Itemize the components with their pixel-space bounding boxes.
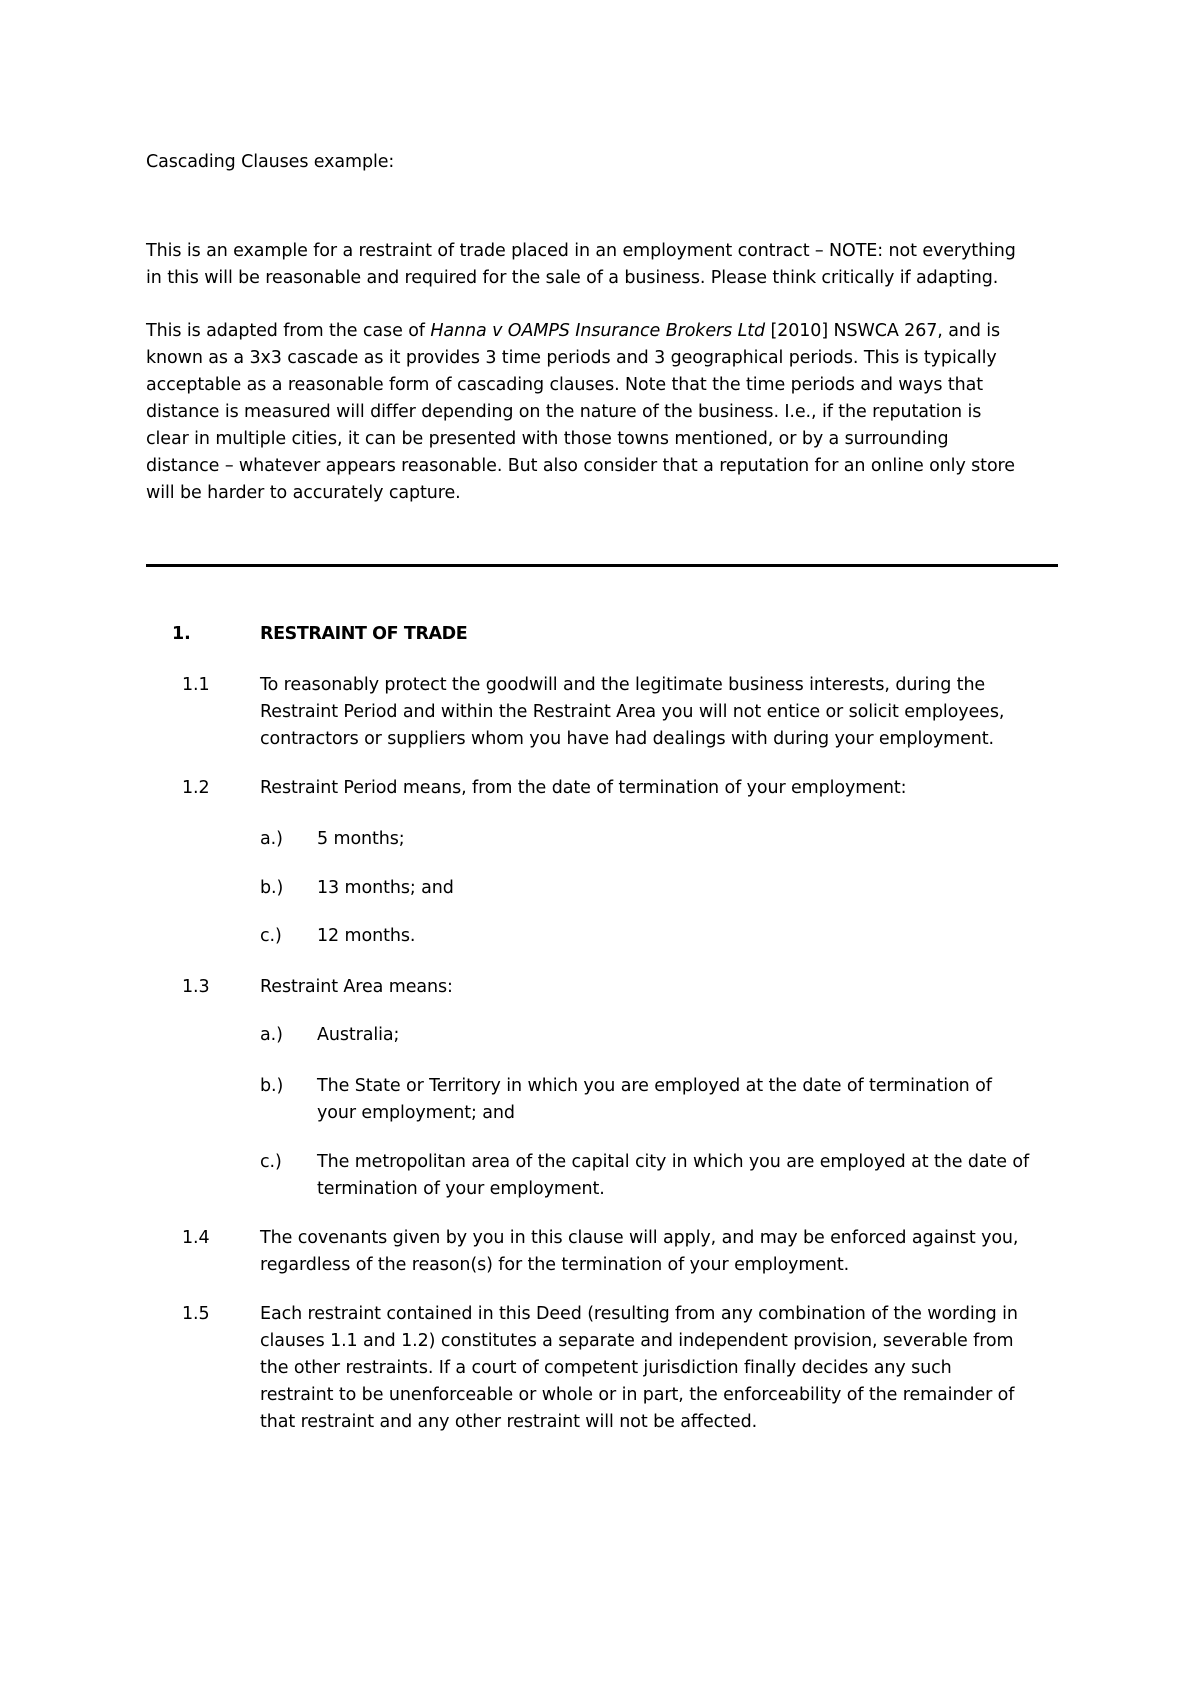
clause-1-3-text: Restraint Area means: xyxy=(260,977,453,997)
clause-1-5-line-4: restraint to be unenforceable or whole or in part, the enforceability of the remainder of xyxy=(260,1385,1015,1405)
clause-1-2-item-c-text: 12 months. xyxy=(317,926,416,946)
clause-1-2-item-b-letter: b.) xyxy=(260,878,284,898)
clause-1-4-line-2: regardless of the reason(s) for the termination of your employment. xyxy=(260,1255,850,1275)
intro-p2-line-3: acceptable as a reasonable form of cascading clauses. Note that the time periods and ways that xyxy=(146,375,984,395)
clause-1-5-line-2: clauses 1.1 and 1.2) constitutes a separate and independent provision, severable from xyxy=(260,1331,1014,1351)
clause-1-4-line-1: The covenants given by you in this clause will apply, and may be enforced against you, xyxy=(260,1228,1019,1248)
clause-1-3-item-c-line-1: The metropolitan area of the capital city in which you are employed at the date of xyxy=(317,1152,1030,1172)
clause-1-3-item-b-letter: b.) xyxy=(260,1076,284,1096)
clause-1-3-item-a-letter: a.) xyxy=(260,1025,283,1045)
intro-p2-line-4: distance is measured will differ depending on the nature of the business. I.e., if the reputation is xyxy=(146,402,982,422)
intro-p2-line-1-after: [2010] NSWCA 267, and is xyxy=(765,321,1001,341)
horizontal-divider xyxy=(146,564,1058,567)
section-number: 1. xyxy=(172,624,191,644)
clause-1-2-text: Restraint Period means, from the date of termination of your employment: xyxy=(260,778,907,798)
clause-1-3-item-c-line-2: termination of your employment. xyxy=(317,1179,605,1199)
clause-1-1-number: 1.1 xyxy=(182,675,210,695)
clause-1-3-item-a-text: Australia; xyxy=(317,1025,400,1045)
clause-1-1-text xyxy=(260,672,1070,753)
case-name: Hanna v OAMPS Insurance Brokers Ltd xyxy=(430,321,765,341)
clause-1-2-item-b-text: 13 months; and xyxy=(317,878,454,898)
clause-1-2-item-a-text: 5 months; xyxy=(317,829,405,849)
intro-p2-line-7: will be harder to accurately capture. xyxy=(146,483,461,503)
clause-1-5-number: 1.5 xyxy=(182,1304,210,1324)
clause-1-5-line-3: the other restraints. If a court of competent jurisdiction finally decides any such xyxy=(260,1358,952,1378)
clause-1-2-number: 1.2 xyxy=(182,778,210,798)
clause-1-3-item-c-text xyxy=(317,1149,1069,1203)
intro-paragraph-2 xyxy=(146,318,1076,507)
intro-p2-line-5: clear in multiple cities, it can be presented with those towns mentioned, or by a surrounding xyxy=(146,429,949,449)
clause-1-1-line-3: contractors or suppliers whom you have had dealings with during your employment. xyxy=(260,729,994,749)
intro-p2-line-6: distance – whatever appears reasonable. But also consider that a reputation for an online only store xyxy=(146,456,1015,476)
intro-paragraph-1 xyxy=(146,238,1076,292)
clause-1-3-item-b-line-2: your employment; and xyxy=(317,1103,515,1123)
clause-1-5-text xyxy=(260,1301,1070,1436)
clause-1-2-item-c-letter: c.) xyxy=(260,926,282,946)
clause-1-2-item-a-letter: a.) xyxy=(260,829,283,849)
clause-1-4-number: 1.4 xyxy=(182,1228,210,1248)
intro-p2-line-2: known as a 3x3 cascade as it provides 3 time periods and 3 geographical periods. This is typically xyxy=(146,348,997,368)
clause-1-3-item-c-letter: c.) xyxy=(260,1152,282,1172)
clause-1-3-number: 1.3 xyxy=(182,977,210,997)
clause-1-3-item-b-line-1: The State or Territory in which you are employed at the date of termination of xyxy=(317,1076,992,1096)
clause-1-3-item-b-text xyxy=(317,1073,1069,1127)
intro-p1-line-1: This is an example for a restraint of trade placed in an employment contract – NOTE: not everything xyxy=(146,241,1016,261)
clause-1-1-line-2: Restraint Period and within the Restraint Area you will not entice or solicit employees, xyxy=(260,702,1005,722)
intro-title: Cascading Clauses example: xyxy=(146,152,395,172)
clause-1-5-line-1: Each restraint contained in this Deed (resulting from any combination of the wording in xyxy=(260,1304,1018,1324)
clause-1-4-text xyxy=(260,1225,1070,1279)
clause-1-5-line-5: that restraint and any other restraint will not be affected. xyxy=(260,1412,758,1432)
clause-1-1-line-1: To reasonably protect the goodwill and the legitimate business interests, during the xyxy=(260,675,986,695)
intro-p1-line-2: in this will be reasonable and required for the sale of a business. Please think critically if adapting. xyxy=(146,268,999,288)
section-title: RESTRAINT OF TRADE xyxy=(260,624,468,644)
intro-p2-line-1-before: This is adapted from the case of xyxy=(146,321,431,341)
